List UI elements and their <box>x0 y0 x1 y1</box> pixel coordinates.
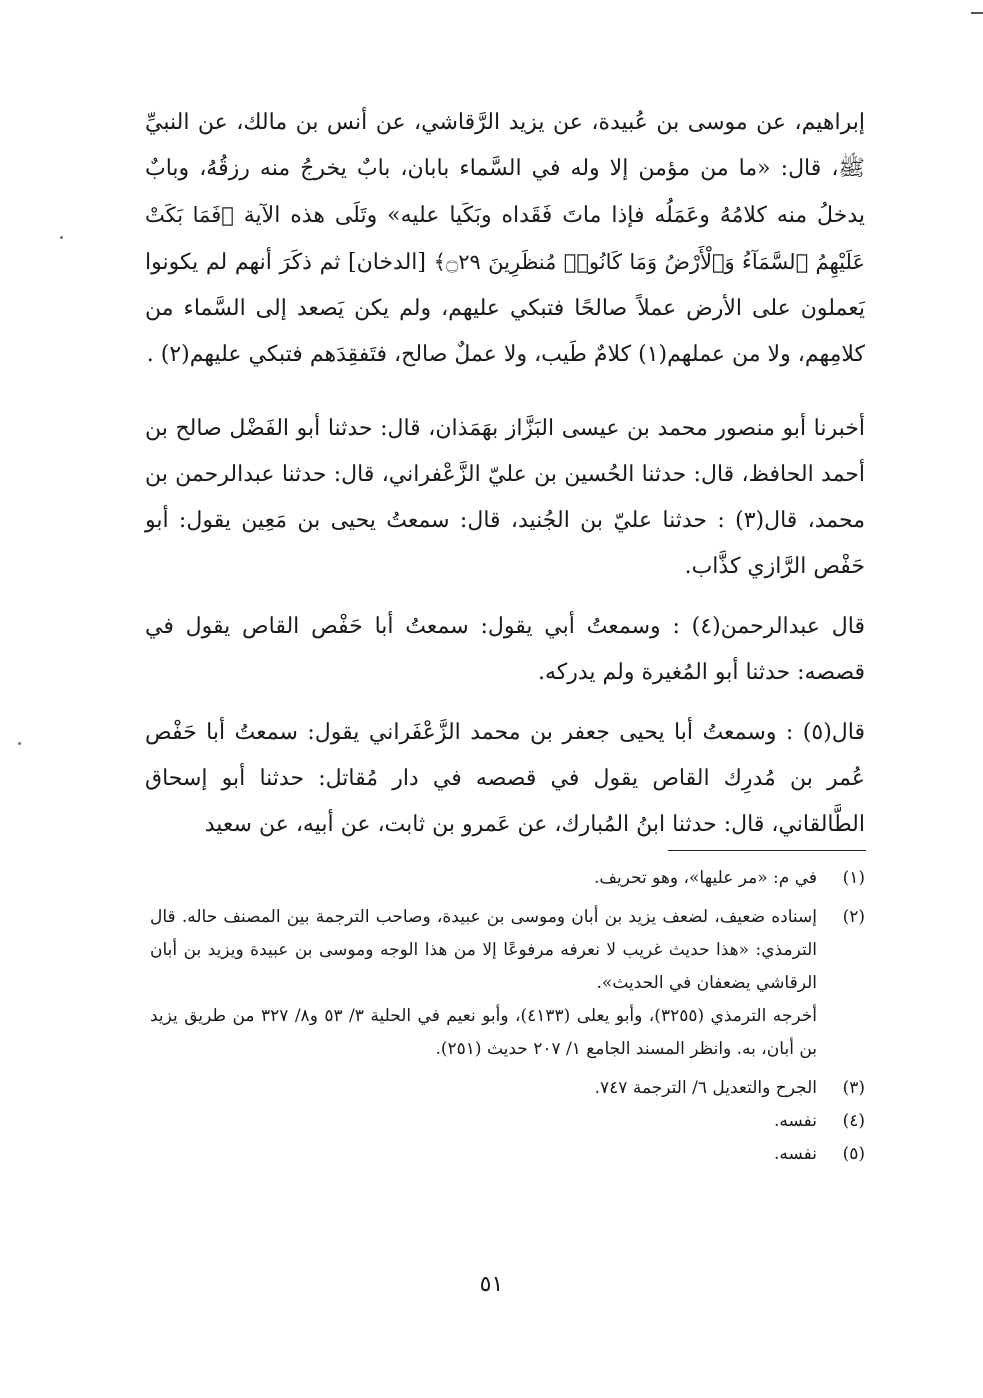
footnote-number: (٤) <box>842 1111 865 1131</box>
footnote-line: إسناده ضعيف، لضعف يزيد بن أبان وموسى بن عبيدة، وصاحب الترجمة بين المصنف حاله. قال الترمذي: «هذا حديث غريب لا نعرفه مرفوعًا إلا من هذا الوجه وموسى بن عبيدة ويزيد بن أبان الرقاشي يضعفان في الحديث». <box>150 907 817 993</box>
footnote-text <box>150 1138 817 1171</box>
footnote-number: (٢) <box>842 907 865 927</box>
footnote-5 <box>150 1138 865 1171</box>
footnote-2 <box>150 901 865 1066</box>
footnote-number: (١) <box>842 868 865 888</box>
footnotes <box>150 862 865 1171</box>
footnote-text <box>150 1072 817 1105</box>
footnote-1 <box>150 862 865 895</box>
scan-edge-mark <box>971 12 983 14</box>
quran-verse: ﴿فَمَا بَكَتْ عَلَيْهِمُ ٱلسَّمَآءُ وَٱلْأَرْضُ وَمَا كَانُوا۟ مُنظَرِينَ ۝٢٩﴾ <box>145 203 865 274</box>
paragraph-zafarani: قال(٥) : وسمعتُ أبا يحيى جعفر بن محمد الزَّعْفَراني يقول: سمعتُ أبا حَفْص عُمر بن مُدرِك القاص يقول في قصصه في دار مُقاتل: حدثنا أبو إسحاق الطَّالقاني، قال: حدثنا ابنُ المُبارك، عن عَمرو بن ثابت، عن أبيه، عن سعيد <box>145 720 865 837</box>
footnote-4 <box>150 1105 865 1138</box>
paragraph-abdulrahman: قال عبدالرحمن(٤) : وسمعتُ أبي يقول: سمعتُ أبا حَفْص القاص يقول في قصصه: حدثنا أبو المُغيرة ولم يدركه. <box>145 614 865 685</box>
footnote-number: (٣) <box>842 1078 865 1098</box>
footnote-line: نفسه. <box>773 1111 817 1131</box>
footnote-text <box>150 901 817 1066</box>
footnote-number: (٥) <box>842 1144 865 1164</box>
hadith-text-start: إبراهيم، عن موسى بن عُبيدة، عن يزيد الرَّقاشي، عن أنس بن مالك، عن النبيِّ ﷺ، قال: «ما من مؤمن إلا وله في السَّماء بابان، بابٌ يخرجُ منه رزقُهُ، وبابٌ يدخلُ منه كلامُهُ وعَمَلُه فإذا ماتَ فَقَداه وبَكَيا عليه» وتَلَى هذه الآية <box>145 110 865 228</box>
footnote-3 <box>150 1072 865 1105</box>
footnote-line: الجرح والتعديل ٦/ الترجمة ٧٤٧. <box>594 1078 817 1098</box>
footnote-line: أخرجه الترمذي (٣٢٥٥)، وأبو يعلى (٤١٣٣)، وأبو نعيم في الحلية ٣/ ٥٣ و٨/ ٣٢٧ من طريق يزيد بن أبان، به. وانظر المسند الجامع ١/ ٢٠٧ حديث (٢٥١). <box>150 1006 817 1059</box>
scan-speck <box>60 236 63 239</box>
paragraph-hadith <box>145 100 865 378</box>
footnote-text <box>150 862 817 895</box>
scan-speck <box>18 742 21 745</box>
footnote-line: نفسه. <box>773 1144 817 1164</box>
hadith-text-end: [الدخان] ثم ذكَرَ أنهم لم يكونوا يَعملون على الأرض عملاً صالحًا فتبكي عليهم، ولم يكن يَصعد إلى السَّماء من كلامِهم، ولا من عملهم(١) كلامٌ طَيب، ولا عملٌ صالح، فتَفقِدَهم فتبكي عليهم(٢) . <box>145 250 865 367</box>
footnote-line: في م: «مر عليها»، وهو تحريف. <box>593 868 817 888</box>
page-number: ٥١ <box>479 1272 504 1297</box>
footnote-divider <box>668 850 866 851</box>
paragraph-isnad-abu-mansur: أخبرنا أبو منصور محمد بن عيسى البَزَّاز بهَمَذان، قال: حدثنا أبو الفَضْل صالح بن أحمد الحافظ، قال: حدثنا الحُسين بن عليّ الزَّعْفراني، قال: حدثنا عبدالرحمن بن محمد، قال(٣) : حدثنا عليّ بن الجُنيد، قال: سمعتُ يحيى بن مَعِين يقول: أبو حَفْص الرَّازي كذَّاب. <box>145 416 866 579</box>
footnote-text <box>150 1105 817 1138</box>
main-text-body <box>145 100 865 848</box>
